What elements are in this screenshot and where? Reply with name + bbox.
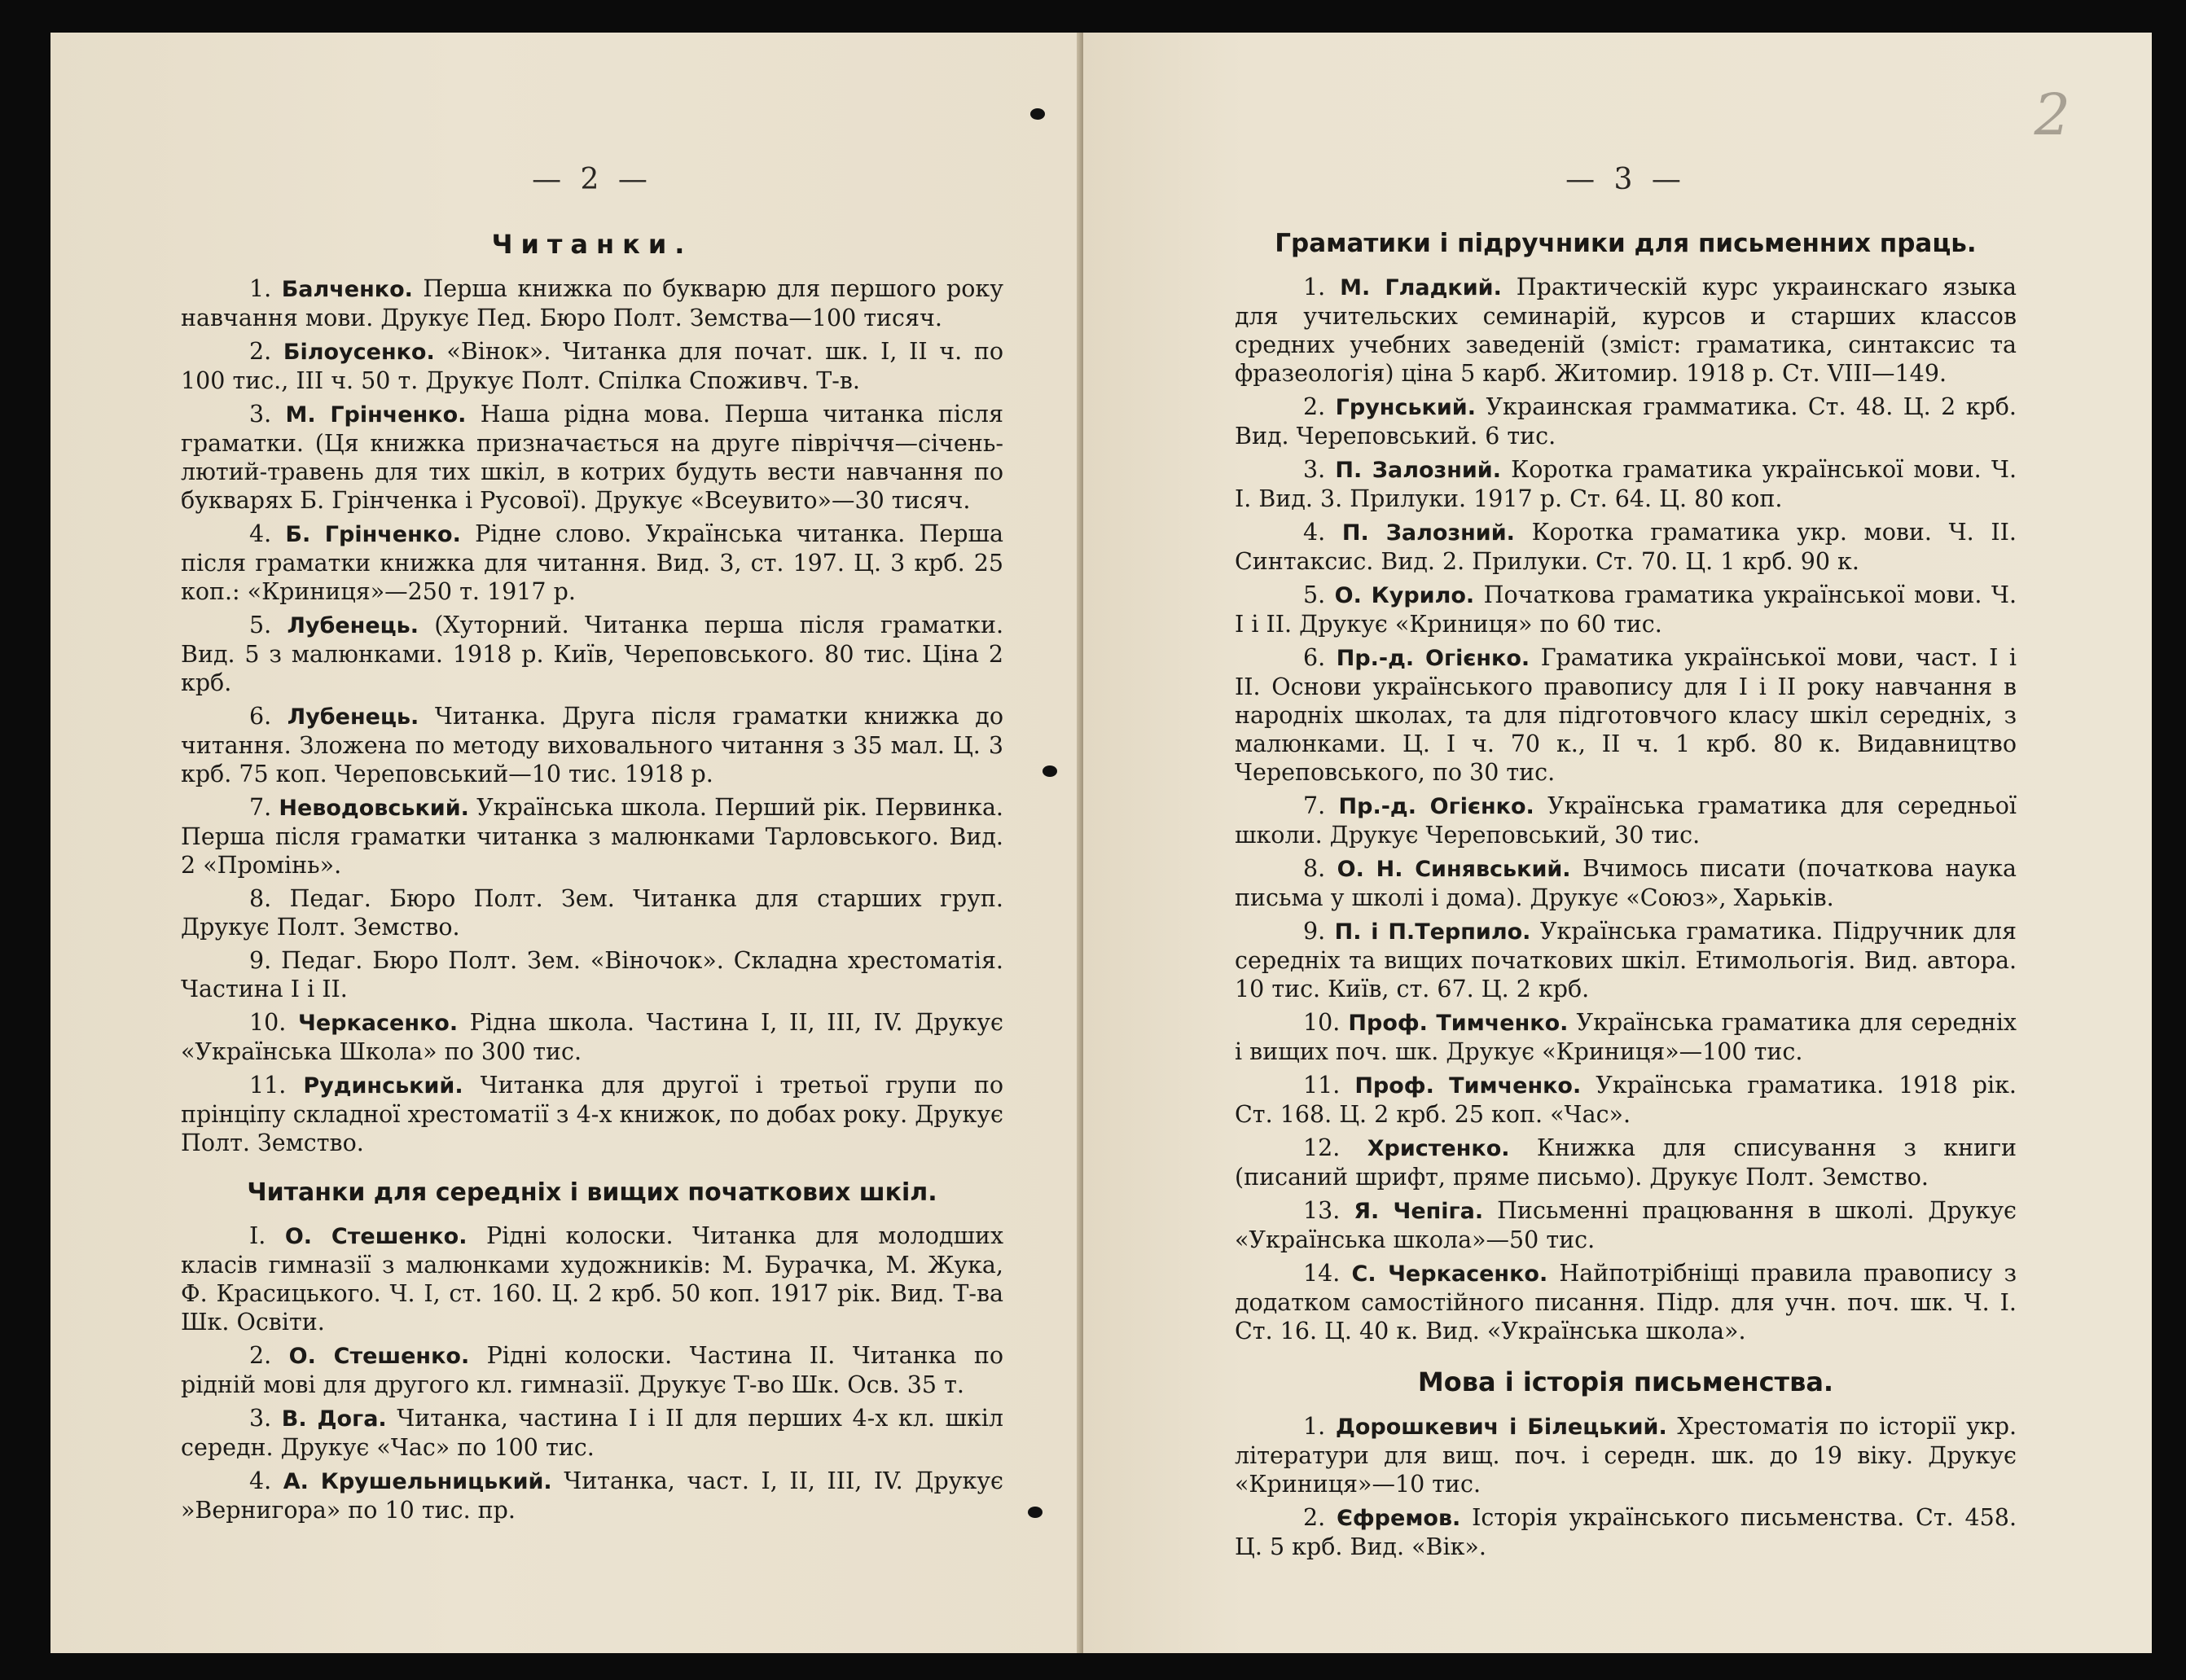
entry-author: Грунський. — [1335, 395, 1476, 420]
entry-author: М. Грінченко. — [285, 402, 467, 428]
bibliography-entry — [1235, 643, 2017, 787]
entry-text: Читанка. Друга після граматки книжка до читання. Зложена по методу виховального читання з 35 мал. Ц. 3 крб. 75 коп. Череповський—10 тис. 1918 р. — [181, 703, 1004, 787]
entry-text: Хрестоматія по історії укр. літератури для вищ. поч. і середн. шк. до 19 віку. Друкує «Криниця»—10 тис. — [1235, 1413, 2017, 1498]
bibliography-entry — [1235, 581, 2017, 638]
entry-text: Українська граматика для середніх і вищих поч. шк. Друкує «Криниця»—100 тис. — [1235, 1009, 2017, 1065]
entry-number: 4. — [1303, 519, 1326, 546]
bibliography-entry — [181, 274, 1003, 332]
entry-text: Найпотрібніщі правила правопису з додатком самостійного писання. Підр. для учн. поч. шк. Ч. I. Ст. 16. Ц. 40 к. Вид. «Українська школа». — [1235, 1260, 2017, 1344]
bibliography-entry — [181, 946, 1003, 1003]
entry-number: 13. — [1303, 1197, 1341, 1224]
entry-number: 2. — [1303, 1504, 1326, 1531]
handwritten-page-mark: 2 — [2034, 81, 2070, 148]
binding-hole — [1028, 1507, 1043, 1518]
entry-author: С. Черкасенко. — [1351, 1261, 1548, 1287]
entry-author: Балченко. — [281, 277, 413, 302]
section-title-language-history: Мова і історія письменства. — [1417, 1366, 1834, 1397]
entry-text: Граматика української мови, част. I і II. Основи українського правопису для I і II року навчання в народніх школах, та для підготовчого класу шкіл середніх, з малюнками. Ц. I ч. 70 к., II ч. 1 крб. 80 к. Видавництво Череповського, по 30 тис. — [1235, 644, 2017, 786]
bibliography-entry — [181, 1008, 1003, 1066]
bibliography-entry — [181, 400, 1003, 515]
entry-number: 4. — [249, 520, 272, 547]
entry-text: Наша рідна мова. Перша читанка після граматки. (Ця книжка призначається на друге півріччя—січень-лютий-травень для тих шкіл, в котрих будуть вести навчання по букварях Б. Грінченка і Русової). Друкує «Всеувито»—30 тисяч. — [181, 401, 1004, 514]
entry-text: Українська граматика для середньої школи. Друкує Череповський, 30 тис. — [1235, 792, 2017, 849]
entry-author: Я. Чепіга. — [1354, 1199, 1484, 1224]
bibliography-entry — [1235, 273, 2017, 388]
bibliography-entry — [1235, 455, 2017, 513]
entry-author: Білоусенко. — [283, 340, 435, 365]
bibliography-entry — [181, 1404, 1003, 1462]
entry-text: Перша книжка по букварю для першого року навчання мови. Друкує Пед. Бюро Полт. Земства—100 тисяч. — [181, 275, 1003, 331]
entry-number: 8. — [249, 885, 272, 912]
entry-author: Лубенець. — [287, 704, 419, 730]
left-column — [181, 163, 1003, 1529]
entry-list — [181, 274, 1003, 1157]
right-page — [1083, 33, 2152, 1653]
entry-author: О. Стешенко. — [284, 1224, 467, 1249]
entry-number: 6. — [249, 703, 272, 730]
entry-number: 9. — [1303, 918, 1326, 945]
bibliography-entry — [181, 1467, 1003, 1524]
entry-text: Письменні працювання в школі. Друкує «Українська школа»—50 тис. — [1235, 1197, 2017, 1253]
bibliography-entry — [181, 793, 1003, 879]
entry-number: 3. — [1303, 456, 1326, 483]
entry-author: П. і П.Терпило. — [1334, 919, 1531, 945]
entry-number: 14. — [1303, 1260, 1341, 1287]
entry-text: Рідне слово. Українська читанка. Перша після граматки книжка для читання. Вид. 3, ст. 197. Ц. 3 крб. 25 коп.: «Криниця»—250 т. 1917 р. — [181, 520, 1003, 605]
section-title-grammars: Граматики і підручники для письменних праць. — [1275, 229, 1977, 258]
bibliography-entry — [181, 611, 1003, 697]
bibliography-entry — [181, 337, 1003, 395]
entry-number: 1. — [1303, 1413, 1326, 1440]
bibliography-entry — [1235, 393, 2017, 450]
entry-number: 6. — [1303, 644, 1326, 671]
entry-number: 1. — [1303, 274, 1326, 300]
entry-number: 10. — [1303, 1009, 1341, 1036]
entry-text: Педаг. Бюро Полт. Зем. «Віночок». Складна хрестоматія. Частина I і II. — [181, 947, 1003, 1002]
entry-text: Читанка, част. I, II, III, IV. Друкує »Вернигора» по 10 тис. пр. — [181, 1467, 1003, 1524]
entry-list-secondary — [181, 1222, 1003, 1524]
entry-author: П. Залозний. — [1335, 458, 1501, 483]
bibliography-entry — [1235, 1008, 2017, 1066]
entry-text: Практическій курс украинскаго языка для учительских семинарій, курсов и старших классов средних учебних заведеній (зміст: граматика, синтаксис та фразеологія) ціна 5 карб. Житомир. 1918 р. Ст. VIII—149. — [1235, 274, 2017, 387]
entry-number: 5. — [1303, 581, 1326, 608]
entry-number: 8. — [1303, 855, 1326, 882]
entry-text: Українська граматика. Підручник для середніх та вищих початкових шкіл. Етимольогія. Вид. автора. 10 тис. Київ, ст. 67. Ц. 2 крб. — [1235, 918, 2017, 1002]
bibliography-entry — [1235, 1412, 2017, 1498]
bibliography-entry — [181, 1071, 1003, 1157]
page-number: — 3 — — [1565, 163, 1686, 196]
entry-list-language-history — [1235, 1412, 2017, 1561]
entry-author: Лубенець. — [287, 613, 419, 638]
entry-number: 12. — [1303, 1134, 1341, 1161]
entry-text: Українська граматика. 1918 рік. Ст. 168. Ц. 2 крб. 25 коп. «Час». — [1235, 1072, 2017, 1128]
entry-number: 3. — [249, 401, 272, 428]
entry-author: Рудинський. — [303, 1073, 463, 1099]
entry-number: 7. — [249, 794, 272, 821]
bibliography-entry — [1235, 854, 2017, 912]
entry-author: Христенко. — [1367, 1136, 1510, 1161]
entry-text: Рідна школа. Частина I, II, III, IV. Друкує «Українська Школа» по 300 тис. — [181, 1009, 1003, 1065]
section-title-secondary-readers: Читанки для середніх і вищих початкових шкіл. — [247, 1178, 937, 1207]
entry-number: 7. — [1303, 792, 1326, 819]
bibliography-entry — [1235, 792, 2017, 849]
bibliography-entry — [181, 1341, 1003, 1399]
entry-text: Коротка граматика української мови. Ч. I. Вид. 3. Прилуки. 1917 р. Ст. 64. Ц. 80 коп. — [1235, 456, 2017, 512]
entry-number: 2. — [1303, 393, 1326, 420]
entry-list — [1235, 273, 2017, 1345]
section-title-readers: Читанки. — [491, 229, 693, 260]
entry-text: Коротка граматика укр. мови. Ч. II. Синтаксис. Вид. 2. Прилуки. Ст. 70. Ц. 1 крб. 90 к. — [1235, 519, 2017, 575]
entry-text: Вчимось писати (початкова наука письма у школі і дома). Друкує «Союз», Харьків. — [1235, 855, 2017, 911]
bibliography-entry — [1235, 1503, 2017, 1561]
entry-author: Пр.-д. Огієнко. — [1338, 794, 1534, 819]
bibliography-entry — [1235, 1134, 2017, 1191]
entry-text: Читанка, частина I і II для перших 4-х кл. шкіл середн. Друкує «Час» по 100 тис. — [181, 1405, 1003, 1461]
entry-text: Читанка для другої і третьої групи по прінціпу складної хрестоматії з 4-х книжок, по добах року. Друкує Полт. Земство. — [181, 1072, 1004, 1156]
entry-text: Украинская грамматика. Ст. 48. Ц. 2 крб. Вид. Череповський. 6 тис. — [1235, 393, 2017, 450]
entry-author: П. Залозний. — [1341, 520, 1515, 546]
entry-text: Українська школа. Перший рік. Первинка. Перша після граматки читанка з малюнками Тарловського. Вид. 2 «Промінь». — [181, 794, 1003, 879]
entry-author: Дорошкевич і Білецький. — [1335, 1415, 1667, 1440]
entry-author: Проф. Тимченко. — [1348, 1011, 1569, 1036]
bibliography-entry — [181, 520, 1003, 606]
entry-number: 11. — [1303, 1072, 1341, 1099]
entry-text: Рідні колоски. Частина II. Читанка по рідній мові для другого кл. гимназії. Друкує Т-во Шк. Осв. 35 т. — [181, 1342, 1003, 1398]
entry-number: 2. — [249, 338, 272, 365]
entry-text: Педаг. Бюро Полт. Зем. Читанка для старших груп. Друкує Полт. Земство. — [181, 885, 1003, 941]
right-column — [1235, 163, 2017, 1566]
bibliography-entry — [181, 1222, 1003, 1336]
entry-number: 4. — [249, 1467, 272, 1494]
entry-author: О. Курило. — [1334, 583, 1475, 608]
entry-author: Проф. Тимченко. — [1354, 1073, 1582, 1099]
entry-number: 9. — [249, 947, 272, 974]
entry-text: Рідні колоски. Читанка для молодших класів гимназії з малюнками художників: М. Бурачка, М. Жука, Ф. Красицького. Ч. І, ст. 160. Ц. 2 крб. 50 коп. 1917 рік. Вид. Т-ва Шк. Освіти. — [181, 1222, 1004, 1336]
entry-text: Історія українського письменства. Ст. 458. Ц. 5 крб. Вид. «Вік». — [1235, 1504, 2017, 1560]
entry-number: 2. — [249, 1342, 272, 1369]
entry-text: Книжка для списування з книги (писаний шрифт, пряме письмо). Друкує Полт. Земство. — [1235, 1134, 2017, 1191]
binding-hole — [1030, 108, 1045, 120]
entry-author: Пр.-д. Огієнко. — [1336, 646, 1530, 671]
entry-text: (Хуторний. Читанка перша після граматки. Вид. 5 з малюнками. 1918 р. Київ, Череповського. 80 тис. Ціна 2 крб. — [181, 612, 1004, 696]
entry-author: Неводовський. — [279, 796, 469, 821]
bibliography-entry — [1235, 1196, 2017, 1254]
entry-number: 5. — [249, 612, 272, 638]
bibliography-entry — [1235, 917, 2017, 1003]
binding-hole — [1043, 765, 1057, 777]
entry-author: Єфремов. — [1337, 1506, 1461, 1531]
entry-number: 1. — [249, 275, 272, 302]
entry-number: 10. — [249, 1009, 287, 1036]
entry-number: І. — [249, 1222, 266, 1249]
entry-number: 3. — [249, 1405, 272, 1432]
entry-text: Початкова граматика української мови. Ч. I і II. Друкує «Криниця» по 60 тис. — [1235, 581, 2017, 638]
bibliography-entry — [181, 884, 1003, 941]
bibliography-entry — [1235, 1071, 2017, 1129]
entry-author: Черкасенко. — [298, 1011, 459, 1036]
entry-author: М. Гладкий. — [1340, 275, 1502, 300]
entry-author: О. Н. Синявський. — [1337, 857, 1571, 882]
bibliography-entry — [181, 702, 1003, 788]
entry-author: Б. Грінченко. — [285, 522, 461, 547]
entry-author: А. Крушельницький. — [283, 1469, 552, 1494]
left-page — [50, 33, 1083, 1653]
entry-author: О. Стешенко. — [288, 1344, 470, 1369]
bibliography-entry — [1235, 518, 2017, 576]
entry-number: 11. — [249, 1072, 287, 1099]
entry-author: В. Дога. — [281, 1406, 387, 1432]
bibliography-entry — [1235, 1259, 2017, 1345]
page-number: — 2 — — [532, 163, 652, 196]
entry-text: «Вінок». Читанка для почат. шк. I, II ч. по 100 тис., III ч. 50 т. Друкує Полт. Спілка Споживч. Т-в. — [181, 338, 1004, 394]
